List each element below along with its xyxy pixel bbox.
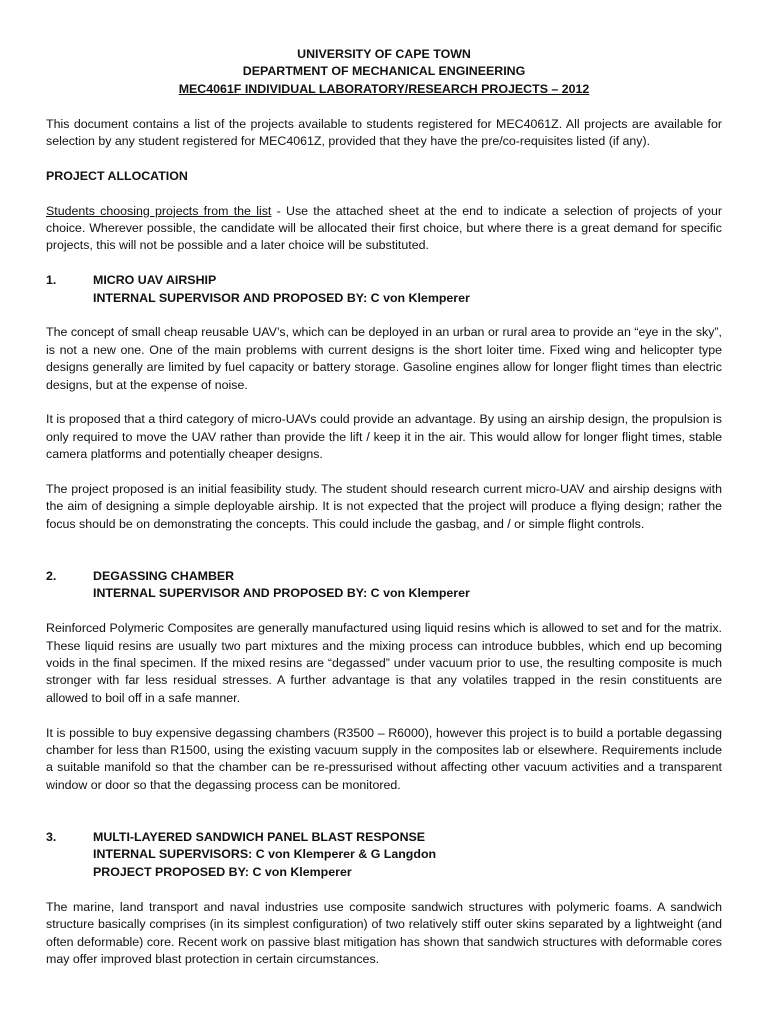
section-paragraph: The concept of small cheap reusable UAV’s, which can be deployed in an urban or rural area to provide an “eye in the sky”, is not a new one. One of the main problems with current designs is the short loiter time. Fixed wing and helicopter type designs generally are limited by fuel capacity or battery storage. Gasoline engines allow for longer flight times than electric designs, but at the expense of noise.: [46, 325, 722, 392]
section-number: 1.: [46, 273, 57, 288]
section-supervisor: INTERNAL SUPERVISORS: C von Klemperer & G Langdon: [93, 847, 437, 862]
section-title: MICRO UAV AIRSHIP: [93, 273, 217, 288]
project-section-1: [46, 272, 722, 307]
document-page: [46, 46, 722, 986]
section-title-row: [46, 829, 722, 846]
project-section-2: [46, 568, 722, 603]
section-title-row: [46, 272, 722, 289]
section-paragraph: The marine, land transport and naval industries use composite sandwich structures with polymeric foams. A sandwich structure basically comprises (in its simplest configuration) of two relatively stiff outer skins separated by a lightweight (and often deformable) core. Recent work on passive blast mitigation has shown that sandwich structures with deformable cores may offer improved blast protection in certain circumstances.: [46, 899, 722, 966]
section-title: MULTI-LAYERED SANDWICH PANEL BLAST RESPONSE: [93, 830, 426, 845]
section-number: 2.: [46, 569, 57, 584]
department-name: DEPARTMENT OF MECHANICAL ENGINEERING: [242, 64, 526, 79]
section-paragraph: It is possible to buy expensive degassing chambers (R3500 – R6000), however this project is to build a portable degassing chamber for less than R1500, using the existing vacuum supply in the composites lab or elsewhere. Requirements include a suitable manifold so that the chamber can be re-pressurised without affecting other vacuum activities and a transparent window or door so that the degassing process can be monitored.: [46, 725, 722, 792]
section-title-row: [46, 568, 722, 585]
section-supervisor: INTERNAL SUPERVISOR AND PROPOSED BY: C von Klemperer: [93, 586, 470, 601]
document-title: MEC4061F INDIVIDUAL LABORATORY/RESEARCH PROJECTS – 2012: [178, 81, 590, 96]
document-header: [46, 46, 722, 98]
section-paragraph: The project proposed is an initial feasibility study. The student should research current micro-UAV and airship designs with the aim of designing a simple deployable airship. It is not expected that the project will produce a flying design; rather the focus should be on demonstrating the concepts. This could include the gasbag, and / or simple flight controls.: [46, 482, 722, 531]
section-title: DEGASSING CHAMBER: [93, 569, 235, 584]
allocation-paragraph: [46, 203, 722, 255]
allocation-body: - Use the attached sheet at the end to indicate a selection of projects of your choice. Wherever possible, the candidate will be allocated their first choice, but where there is a great demand for specific projects, this will not be possible and a later choice will be substituted.: [46, 203, 722, 253]
project-section-3: [46, 829, 722, 881]
section-number: 3.: [46, 830, 57, 845]
section-paragraph: Reinforced Polymeric Composites are generally manufactured using liquid resins which is allowed to set and for the matrix. These liquid resins are usually two part mixtures and the mixing process can introduce bubbles, which end up becoming voids in the final specimen. If the mixed resins are “degassed” under vacuum prior to use, the resulting composite is much stronger with far less residual stresses. A further advantage is that any volatiles trapped in the resin constituents are allowed to boil off in a safe manner.: [46, 621, 722, 705]
section-paragraph: It is proposed that a third category of micro-UAVs could provide an advantage. By using an airship design, the propulsion is only required to move the UAV rather than provide the lift / keep it in the air. This would allow for longer flight times, stable camera platforms and potentially cheaper designs.: [46, 412, 722, 462]
section-proposer: PROJECT PROPOSED BY: C von Klemperer: [93, 864, 352, 879]
section-supervisor: INTERNAL SUPERVISOR AND PROPOSED BY: C von Klemperer: [93, 290, 470, 305]
university-name: UNIVERSITY OF CAPE TOWN: [297, 47, 471, 61]
intro-paragraph: This document contains a list of the projects available to students registered for MEC4061Z. All projects are available for selection by any student registered for MEC4061Z, provided that they have the pre/co-requisites listed (if any).: [46, 116, 722, 149]
allocation-lead: Students choosing projects from the list: [46, 203, 272, 218]
allocation-heading: PROJECT ALLOCATION: [46, 168, 188, 183]
